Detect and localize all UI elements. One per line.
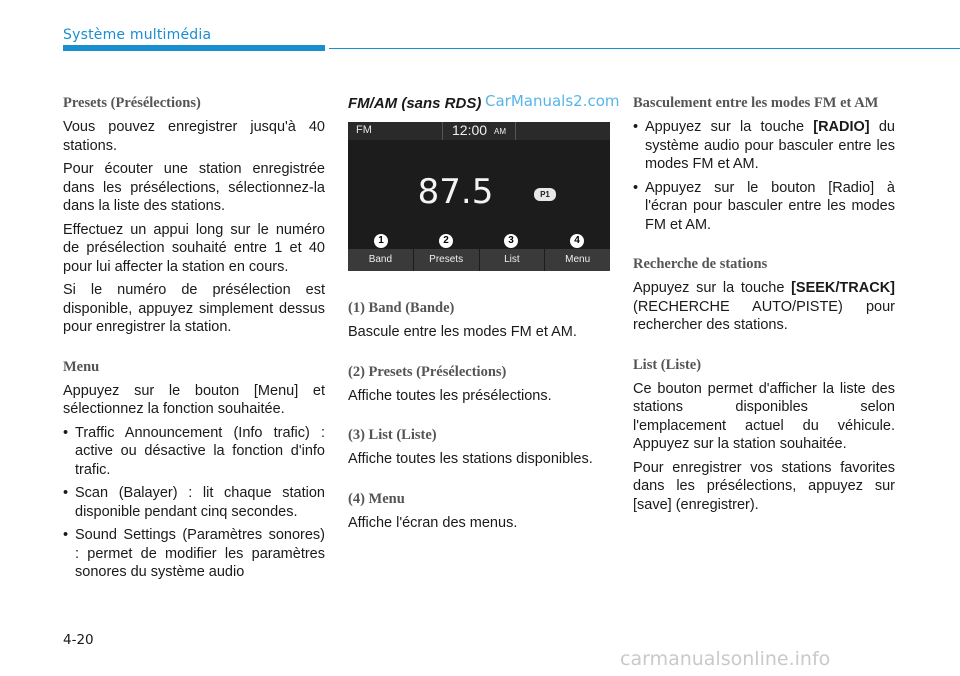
watermark-logo: CarManuals2.com bbox=[485, 92, 620, 110]
menu-paragraph: Appuyez sur le bouton [Menu] et sélectionnez la fonction souhaitée. bbox=[63, 382, 325, 417]
menu-bullet-traffic: • Traffic Announcement (Info trafic) : active ou désactive la fonction d'info trafic. bbox=[63, 424, 325, 480]
menu-heading: Menu bbox=[63, 358, 100, 375]
list-item-description: Affiche toutes les stations disponibles. bbox=[348, 451, 593, 467]
switch-bullet-radio-button: • Appuyez sur le bouton [Radio] à l'écran pour basculer entre les modes FM et AM. bbox=[633, 179, 895, 235]
presets-item-description: Affiche toutes les présélections. bbox=[348, 387, 552, 404]
band-heading: (1) Band (Bande) bbox=[348, 300, 455, 316]
screen-menu-button[interactable]: Menu bbox=[565, 254, 591, 265]
callout-marker-4: 4 bbox=[570, 234, 584, 248]
watermark-footer: carmanualsonline.info bbox=[620, 648, 831, 670]
menu-item-heading: (4) Menu bbox=[348, 490, 405, 507]
screen-clock: 12:00 bbox=[452, 122, 488, 138]
column-left bbox=[63, 95, 325, 587]
section-title: Système multimédia bbox=[63, 27, 212, 43]
presets-paragraph: Si le numéro de présélection est disponible, appuyez simplement dessus pour enregistrer la station. bbox=[63, 282, 325, 335]
fm-am-title: FM/AM (sans RDS) bbox=[348, 95, 482, 112]
presets-item-heading: (2) Presets (Présélections) bbox=[348, 363, 507, 380]
presets-paragraph: Effectuez un appui long sur le numéro de présélection souhaité entre 1 et 40 pour lui affecter la station en cours. bbox=[63, 221, 325, 275]
switch-mode-heading: Basculement entre les modes FM et AM bbox=[633, 95, 879, 111]
column-middle bbox=[348, 95, 610, 537]
menu-item-description: Affiche l'écran des menus. bbox=[348, 514, 518, 531]
column-right bbox=[633, 95, 895, 519]
screen-band-button[interactable]: Band bbox=[348, 249, 414, 271]
presets-heading: Presets (Présélections) bbox=[63, 95, 201, 111]
preset-badge: P1 bbox=[534, 188, 556, 201]
search-paragraph: Appuyez sur la touche [SEEK/TRACK] (RECHERCHE AUTO/PISTE) pour rechercher des stations. bbox=[633, 280, 895, 333]
radio-screen-illustration bbox=[348, 122, 610, 271]
screen-presets-button[interactable]: Presets bbox=[414, 249, 480, 271]
callout-marker-3: 3 bbox=[504, 234, 518, 248]
screen-frequency: 87.5 bbox=[417, 172, 494, 212]
list-paragraph: Ce bouton permet d'afficher la liste des stations disponibles selon l'emplacement actuel du véhicule. Appuyez sur la station souhaitée. bbox=[633, 380, 895, 452]
presets-paragraph: Vous pouvez enregistrer jusqu'à 40 stations. bbox=[63, 119, 325, 154]
page-number: 4-20 bbox=[63, 632, 94, 648]
callout-marker-2: 2 bbox=[439, 234, 453, 248]
screen-list-button[interactable]: List bbox=[480, 249, 546, 271]
header-rule-thick bbox=[63, 45, 325, 51]
band-description: Bascule entre les modes FM et AM. bbox=[348, 324, 577, 340]
screen-mode-label: FM bbox=[356, 124, 372, 136]
list-paragraph: Pour enregistrer vos stations favorites dans les présélections, appuyez sur [save] (enregistrer). bbox=[633, 459, 895, 513]
presets-paragraph: Pour écouter une station enregistrée dans les présélections, sélectionnez-la dans la liste des stations. bbox=[63, 161, 325, 214]
menu-bullet-sound: • Sound Settings (Paramètres sonores) : permet de modifier les paramètres sonores du système audio bbox=[63, 526, 325, 582]
screen-button-row bbox=[348, 249, 610, 271]
switch-bullet-radio-key: • Appuyez sur la touche [RADIO] du système audio pour basculer entre les modes FM et AM. bbox=[633, 118, 895, 174]
list-heading: List (Liste) bbox=[633, 356, 702, 373]
screen-ampm: AM bbox=[494, 127, 506, 136]
search-heading: Recherche de stations bbox=[633, 256, 768, 272]
menu-bullet-scan: • Scan (Balayer) : lit chaque station disponible pendant cinq secondes. bbox=[63, 484, 325, 521]
header-rule-thin bbox=[329, 48, 960, 49]
callout-marker-1: 1 bbox=[374, 234, 388, 248]
list-item-heading: (3) List (Liste) bbox=[348, 427, 437, 443]
